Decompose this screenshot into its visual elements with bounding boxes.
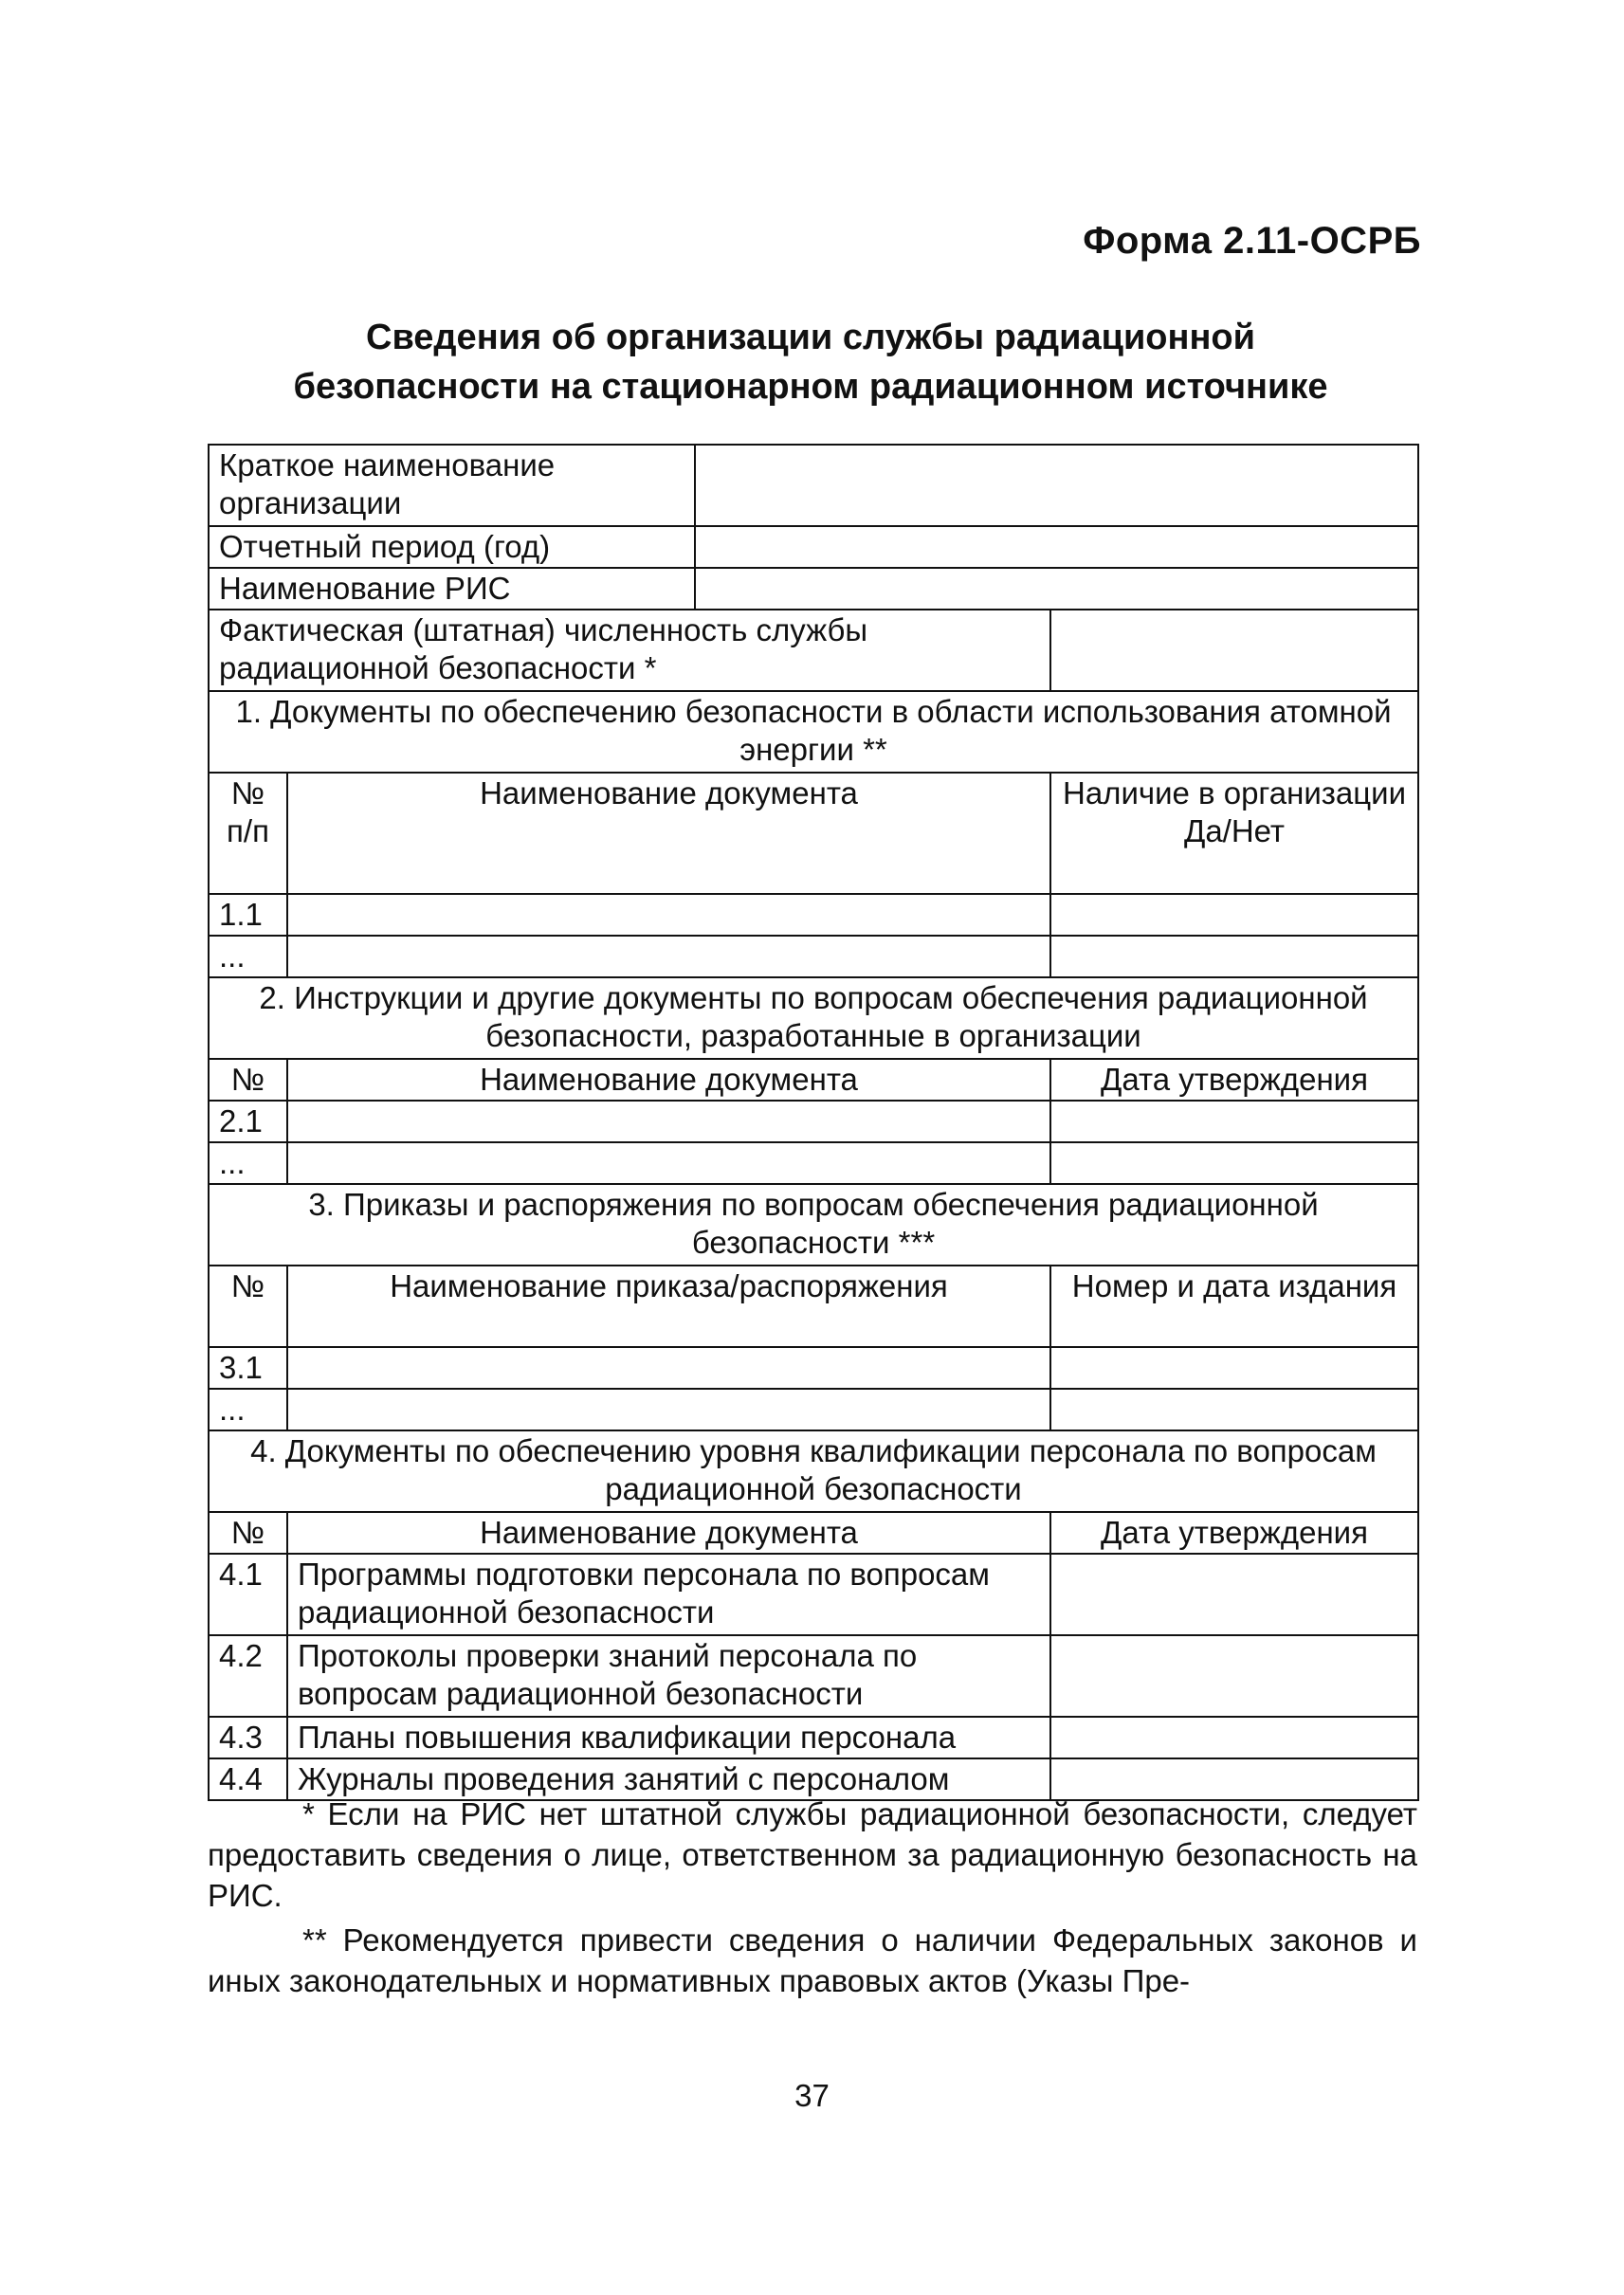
approval-date-cell[interactable]	[1050, 1142, 1418, 1184]
section-title: 4. Документы по обеспечению уровня квалификации персонала по вопросам радиационной безопасности	[209, 1430, 1418, 1512]
form-number: Форма 2.11-ОСРБ	[1083, 220, 1421, 262]
order-name-cell[interactable]	[287, 1347, 1050, 1389]
row-number: 3.1	[209, 1347, 287, 1389]
document-title-line-1: Сведения об организации службы радиационной	[366, 318, 1255, 357]
info-row-staff-count	[209, 610, 1418, 691]
row-number: ...	[209, 936, 287, 977]
section-title: 2. Инструкции и другие документы по вопросам обеспечения радиационной безопасности, разработанные в организации	[209, 977, 1418, 1059]
section-4-columns	[209, 1512, 1418, 1554]
column-header-number: №	[209, 1512, 287, 1554]
table-row	[209, 936, 1418, 977]
staff-count-field[interactable]	[1050, 610, 1418, 691]
ris-name-field[interactable]	[695, 568, 1418, 610]
info-label: Краткое наименование организации	[209, 445, 695, 526]
section-3-columns	[209, 1266, 1418, 1347]
document-name-cell[interactable]	[287, 936, 1050, 977]
document-name-cell[interactable]	[287, 894, 1050, 936]
document-name-cell[interactable]	[287, 1101, 1050, 1142]
column-header-number: №	[209, 1266, 287, 1347]
table-row	[209, 1554, 1418, 1635]
approval-date-cell[interactable]	[1050, 1101, 1418, 1142]
column-header-approval-date: Дата утверждения	[1050, 1512, 1418, 1554]
availability-cell[interactable]	[1050, 936, 1418, 977]
column-header-order-number-date: Номер и дата издания	[1050, 1266, 1418, 1347]
info-row-org-name	[209, 445, 1418, 526]
row-number: ...	[209, 1142, 287, 1184]
row-number: 1.1	[209, 894, 287, 936]
availability-cell[interactable]	[1050, 894, 1418, 936]
footnote-1: * Если на РИС нет штатной службы радиационной безопасности, следует предоставить сведения о лице, ответственном за радиационную безопасность на РИС.	[208, 1796, 1417, 1913]
order-number-date-cell[interactable]	[1050, 1389, 1418, 1430]
footnote-2: ** Рекомендуется привести сведения о наличии Федеральных законов и иных законодательных и нормативных правовых актов (Указы Пре-	[208, 1922, 1417, 1998]
column-header-number: №	[209, 1059, 287, 1101]
table-row	[209, 1101, 1418, 1142]
row-number: 4.3	[209, 1717, 287, 1758]
info-row-period	[209, 526, 1418, 568]
section-3-header	[209, 1184, 1418, 1266]
column-header-name: Наименование документа	[287, 1512, 1050, 1554]
info-label: Фактическая (штатная) численность службы радиационной безопасности *	[209, 610, 1050, 691]
table-row	[209, 894, 1418, 936]
approval-date-cell[interactable]	[1050, 1635, 1418, 1717]
table-row	[209, 1389, 1418, 1430]
reporting-period-field[interactable]	[695, 526, 1418, 568]
table-row	[209, 1717, 1418, 1758]
row-number: 4.2	[209, 1635, 287, 1717]
row-number: 4.1	[209, 1554, 287, 1635]
column-header-order-name: Наименование приказа/распоряжения	[287, 1266, 1050, 1347]
report-form-table	[208, 444, 1419, 1801]
order-name-cell[interactable]	[287, 1389, 1050, 1430]
row-number: 4.4	[209, 1758, 287, 1800]
column-header-approval-date: Дата утверждения	[1050, 1059, 1418, 1101]
document-name-cell: Протоколы проверки знаний персонала по вопросам радиационной безопасности	[287, 1635, 1050, 1717]
column-header-name: Наименование документа	[287, 773, 1050, 894]
document-name-cell: Программы подготовки персонала по вопросам радиационной безопасности	[287, 1554, 1050, 1635]
column-header-name: Наименование документа	[287, 1059, 1050, 1101]
org-name-field[interactable]	[695, 445, 1418, 526]
table-row	[209, 1635, 1418, 1717]
order-number-date-cell[interactable]	[1050, 1347, 1418, 1389]
table-row	[209, 1142, 1418, 1184]
info-row-ris-name	[209, 568, 1418, 610]
column-header-availability: Наличие в организации Да/Нет	[1050, 773, 1418, 894]
section-2-header	[209, 977, 1418, 1059]
approval-date-cell[interactable]	[1050, 1717, 1418, 1758]
row-number: 2.1	[209, 1101, 287, 1142]
info-label: Отчетный период (год)	[209, 526, 695, 568]
document-name-cell[interactable]	[287, 1142, 1050, 1184]
section-1-header	[209, 691, 1418, 773]
section-2-columns	[209, 1059, 1418, 1101]
document-name-cell: Журналы проведения занятий с персоналом	[287, 1758, 1050, 1800]
column-header-number: № п/п	[209, 773, 287, 894]
row-number: ...	[209, 1389, 287, 1430]
section-title: 1. Документы по обеспечению безопасности в области использования атомной энергии **	[209, 691, 1418, 773]
section-1-columns	[209, 773, 1418, 894]
info-label: Наименование РИС	[209, 568, 695, 610]
section-4-header	[209, 1430, 1418, 1512]
page-number: 37	[794, 2078, 830, 2113]
approval-date-cell[interactable]	[1050, 1554, 1418, 1635]
document-title	[190, 313, 1432, 411]
document-title-line-2: безопасности на стационарном радиационном источнике	[293, 367, 1328, 407]
table-row	[209, 1347, 1418, 1389]
section-title: 3. Приказы и распоряжения по вопросам обеспечения радиационной безопасности ***	[209, 1184, 1418, 1266]
footnotes	[208, 1794, 1417, 2005]
document-name-cell: Планы повышения квалификации персонала	[287, 1717, 1050, 1758]
